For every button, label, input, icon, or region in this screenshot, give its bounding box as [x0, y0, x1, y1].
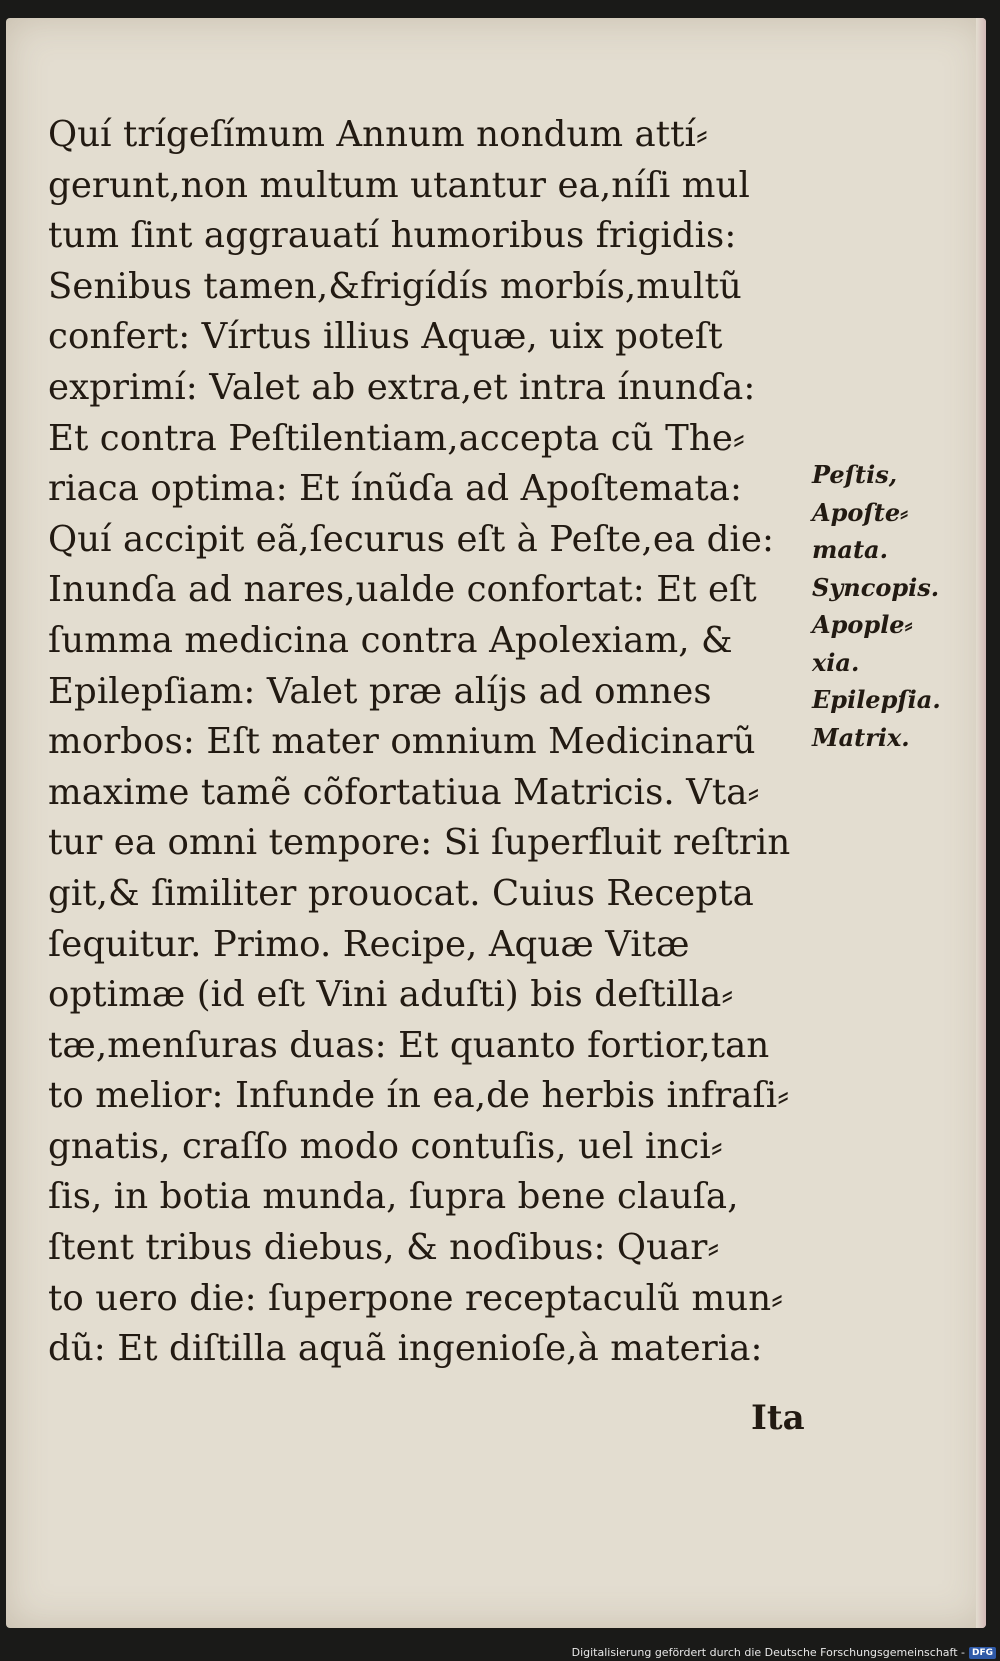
- text-line: Quí trígeſímum Annum nondum attí⸗: [48, 114, 708, 155]
- marginal-note: Epilepſia.: [812, 685, 941, 714]
- marginal-note: Apople⸗: [812, 610, 913, 639]
- text-line: git,& ſimiliter prouocat. Cuius Recepta: [48, 872, 754, 914]
- text-line: Inunɗa ad nares,ualde confortat: Et eſt: [48, 569, 757, 611]
- marginal-note: xia.: [812, 647, 860, 677]
- marginal-note: mata.: [812, 535, 888, 564]
- text-line: gerunt,non multum utantur ea,níſi mul: [48, 164, 750, 206]
- marginal-note: Syncopis.: [812, 572, 940, 602]
- text-line: Senibus tamen,&frigídís morbís,multũ: [48, 265, 742, 307]
- dfg-logo-icon: DFG: [969, 1647, 996, 1659]
- text-line: to uero die: ſuperpone receptaculũ mun⸗: [48, 1277, 784, 1319]
- credit-text: Digitalisierung gefördert durch die Deutsche Forschungsgemeinschaft -: [571, 1646, 965, 1659]
- catchword: Ita: [751, 1398, 805, 1438]
- text-line: tur ea omni tempore: Si ſuperfluit reſtrin: [48, 822, 791, 864]
- page-edge: [976, 18, 986, 1628]
- text-line: tæ,menſuras duas: Et quanto fortior,tan: [48, 1024, 770, 1066]
- text-line: ſequitur. Primo. Recipe, Aquæ Vitæ: [48, 923, 690, 965]
- text-line: tum ſint aggrauatí humoribus frigidis:: [48, 215, 737, 257]
- text-line: Quí accipit eã,ſecurus eſt à Peſte,ea die:: [48, 518, 775, 560]
- main-text-block: [48, 110, 808, 1375]
- text-line: ſumma medicina contra Apolexiam, &: [48, 619, 733, 661]
- text-line: riaca optima: Et ínũɗa ad Apoſtemata:: [48, 468, 743, 510]
- text-line: gnatis, craſſo modo contuſis, uel inci⸗: [48, 1125, 723, 1167]
- text-line: Et contra Peſtilentiam,accepta cũ The⸗: [48, 417, 745, 459]
- text-line: morbos: Eſt mater omnium Medicinarũ: [48, 721, 756, 763]
- text-line: optimæ (id eſt Vini aduſti) bis deſtilla⸗: [48, 974, 734, 1016]
- text-line: to melior: Infunde ín ea,de herbis infraſi⸗: [48, 1075, 790, 1117]
- marginal-note: Apoſte⸗: [812, 497, 909, 527]
- marginal-notes: [812, 456, 941, 756]
- text-line: Epilepſiam: Valet præ alíjs ad omnes: [48, 670, 712, 712]
- marginal-note: Matrix.: [812, 722, 910, 752]
- text-line: ſis, in botia munda, ſupra bene clauſa,: [48, 1176, 739, 1218]
- text-line: maxime tamẽ cõfortatiua Matricis. Vta⸗: [48, 771, 760, 813]
- text-line: ſtent tribus diebus, & noɗibus: Quar⸗: [48, 1227, 720, 1269]
- text-line: dũ: Et diſtilla aquã ingenioſe,à materia:: [48, 1328, 763, 1370]
- digitization-credit: [572, 1646, 996, 1659]
- text-line: confert: Vírtus illius Aquæ, uix poteſt: [48, 316, 723, 358]
- book-page: [6, 18, 986, 1628]
- text-line: exprimí: Valet ab extra,et intra ínunɗa:: [48, 366, 756, 408]
- marginal-note: Peſtis,: [812, 460, 898, 489]
